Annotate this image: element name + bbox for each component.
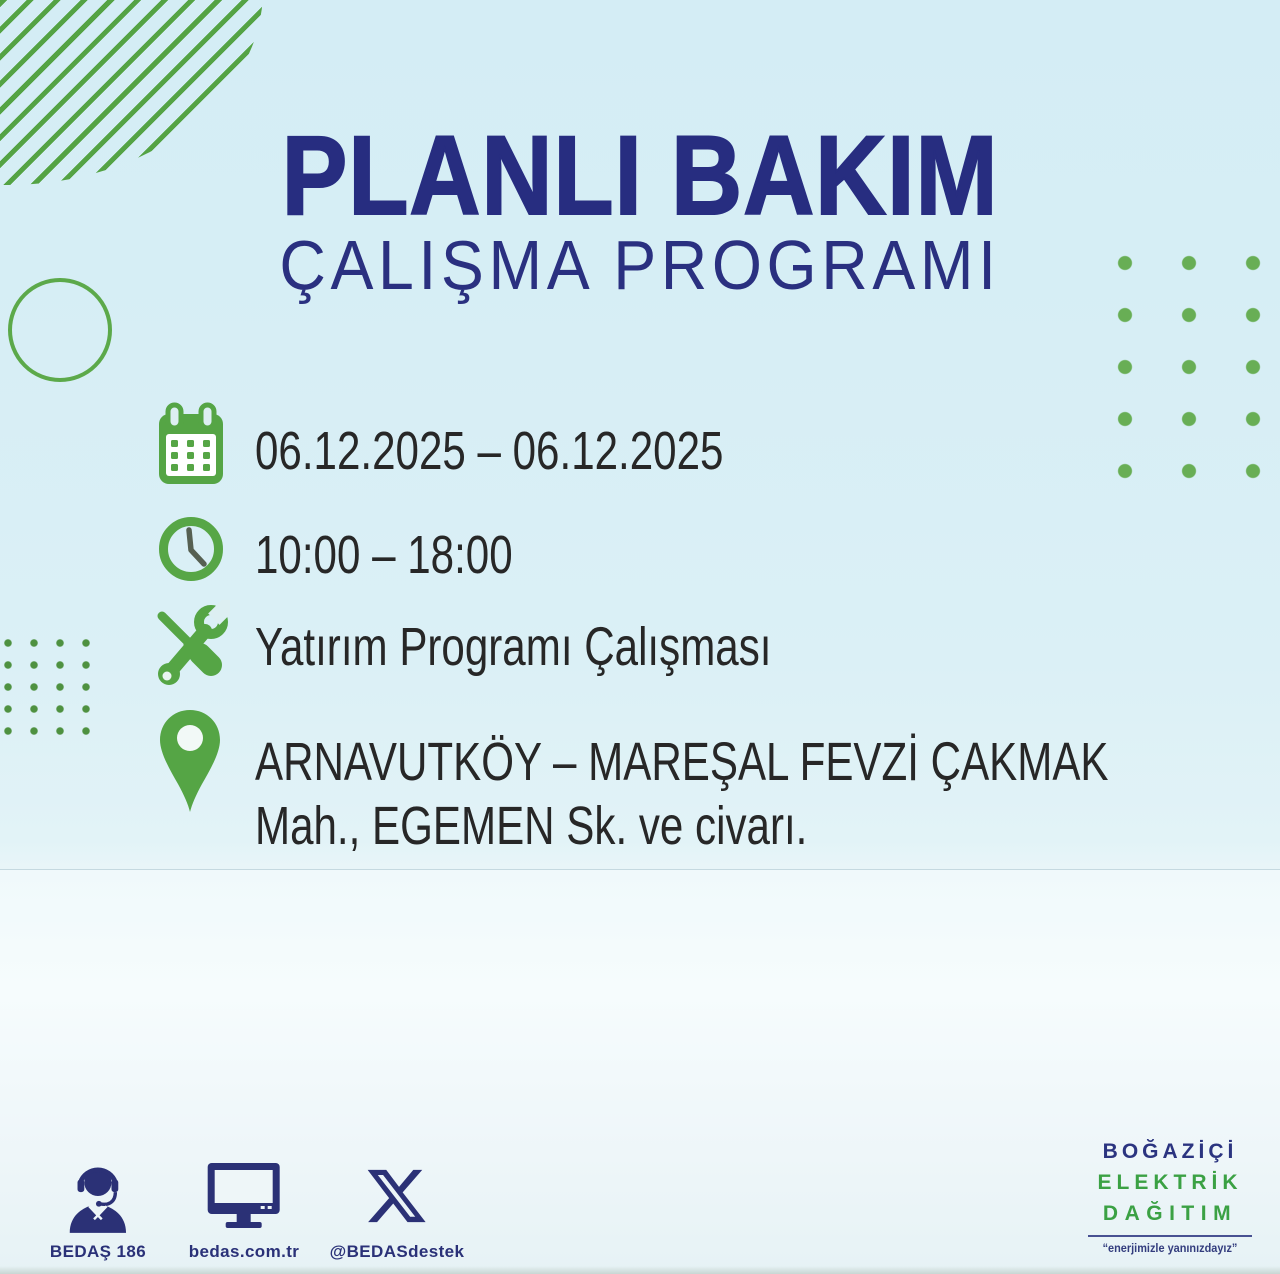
brand-name-line3: DAĞITIM	[1102, 1202, 1238, 1225]
tools-icon	[148, 600, 230, 700]
x-social-icon	[368, 1167, 426, 1225]
time-range-text: 10:00 – 18:00	[255, 525, 513, 585]
work-type-text: Yatırım Programı Çalışması	[255, 617, 772, 677]
calendar-icon	[158, 402, 224, 488]
location-pin-icon	[158, 708, 222, 830]
contact-social	[330, 1156, 465, 1262]
page-subtitle: ÇALIŞMA PROGRAMI	[279, 226, 1001, 304]
dots-grid-left-decoration	[0, 632, 99, 742]
location-text-line1: ARNAVUTKÖY – MAREŞAL FEVZİ ÇAKMAK	[255, 732, 1109, 792]
clock-icon	[156, 514, 226, 584]
brand-logo-block	[1082, 1140, 1258, 1255]
brand-tagline: “enerjimizle yanınızdayız”	[1102, 1243, 1238, 1255]
brand-name-line1: BOĞAZİÇİ	[1102, 1140, 1238, 1163]
hotline-label: BEDAŞ 186	[49, 1242, 147, 1261]
website-label: bedas.com.tr	[188, 1242, 300, 1261]
brand-name-line2: ELEKTRİK	[1097, 1171, 1243, 1194]
date-range-text: 06.12.2025 – 06.12.2025	[255, 421, 724, 481]
social-handle-label: @BEDASdestek	[329, 1242, 465, 1261]
brand-divider	[1088, 1235, 1252, 1237]
monitor-icon	[206, 1163, 282, 1229]
location-text-line2: Mah., EGEMEN Sk. ve civarı.	[255, 796, 808, 856]
contact-hotline	[50, 1156, 146, 1262]
bottom-edge-shadow	[0, 1266, 1280, 1274]
page-title: PLANLI BAKIM	[281, 113, 999, 238]
contact-website	[189, 1156, 300, 1262]
support-agent-icon	[65, 1158, 131, 1234]
